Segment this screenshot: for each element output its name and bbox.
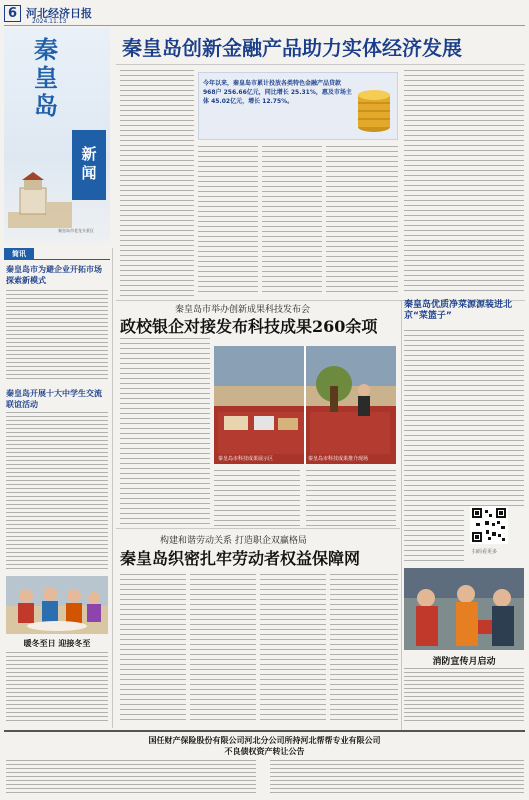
- lead-text-col-5: [404, 70, 524, 295]
- section-subtitle: 新闻: [79, 146, 98, 184]
- brief-photo-caption: 暖冬至日 迎接冬至: [23, 639, 91, 648]
- section-photo-caption: 秦皇岛市老龙头景区: [58, 228, 94, 233]
- qr-caption: 扫码看更多: [472, 549, 498, 555]
- story2-photo: [214, 346, 396, 464]
- story2-photo-caption-left: 秦皇岛市科技成果展示区: [218, 456, 274, 462]
- brief-head-1: 秦皇岛市为避企业开拓市场探索新模式: [6, 265, 102, 285]
- sidebar-text-2: [404, 510, 464, 562]
- brief-photo-text: [6, 652, 108, 722]
- story2-bottom-rule: [116, 528, 400, 529]
- page-number: 6: [7, 6, 18, 21]
- lead-text-col-2: [198, 146, 258, 296]
- lead-highlight-text: 今年以来，秦皇岛市累计投放各类特色金融产品贷款 968户 256.66亿元，同比增长 25.31%，惠及市场主体 45.02亿元，增长 12.75%。: [203, 80, 352, 105]
- fire-story-text: [404, 668, 524, 724]
- brief-divider: [112, 248, 113, 728]
- brief-text-1: [6, 290, 108, 382]
- story3-text-col-1: [120, 574, 186, 724]
- lead-text-col-1: [120, 70, 194, 300]
- notice-top-rule: [4, 730, 525, 732]
- story2-photo-caption-right: 秦皇岛市科技成果推介现场: [308, 456, 369, 462]
- notice-line-1: 国任财产保险股份有限公司河北分公司所持河北帮帮专业有限公司: [148, 736, 381, 745]
- story2-kicker: 秦皇岛市举办创新成果科技发布会: [175, 305, 311, 315]
- story3-headline: 秦皇岛织密扎牢劳动者权益保障网: [120, 549, 361, 568]
- notice-line-2: 不良债权资产转让公告: [224, 747, 305, 756]
- fire-story-photo: [404, 568, 524, 650]
- brief-label: 简讯: [12, 250, 26, 258]
- story2-text-col-2: [214, 470, 300, 526]
- story2-text-col-3: [306, 470, 396, 526]
- notice-text-left: [6, 760, 256, 794]
- brief-text-2: [6, 412, 108, 572]
- masthead-rule: [4, 25, 525, 26]
- paper-name: 河北经济日报: [26, 7, 92, 20]
- story3-kicker: 构建和谐劳动关系 打造职企双赢格局: [160, 536, 307, 546]
- story2-text-col-1: [120, 338, 210, 524]
- story3-text-col-4: [330, 574, 398, 724]
- sidebar-divider: [401, 300, 402, 730]
- great-wall-illustration: [8, 168, 72, 228]
- section-subtitle-box: [72, 130, 106, 200]
- sidebar-text-1: [404, 330, 524, 510]
- gold-coins-icon: [355, 81, 393, 133]
- lead-rule: [116, 64, 525, 65]
- brief-head-2: 秦皇岛开展十大中学生交流联谊活动: [6, 389, 102, 409]
- lead-highlight-box: [198, 72, 398, 140]
- issue-date: 2024.11.13: [32, 18, 67, 25]
- lead-headline: 秦皇岛创新金融产品助力实体经济发展: [122, 36, 462, 60]
- brief-label-rule: [34, 259, 110, 260]
- fire-story-headline: 消防宣传月启动: [432, 657, 496, 667]
- brief-label-box: [4, 248, 34, 260]
- lead-text-col-4: [326, 146, 398, 296]
- section-panel: [4, 28, 110, 243]
- page-number-badge: [4, 5, 21, 22]
- story2-headline: 政校银企对接发布科技成果260余项: [120, 317, 378, 336]
- lead-text-col-3: [262, 146, 322, 296]
- section-title: 秦皇岛: [34, 35, 58, 120]
- brief-photo: [6, 576, 108, 634]
- story3-text-col-3: [260, 574, 326, 724]
- qr-code-icon[interactable]: [470, 506, 508, 544]
- sidebar-headline: 秦皇岛优质净菜源源装进北京“菜篮子”: [404, 300, 513, 321]
- notice-text-right: [270, 760, 524, 794]
- story3-text-col-2: [190, 574, 256, 724]
